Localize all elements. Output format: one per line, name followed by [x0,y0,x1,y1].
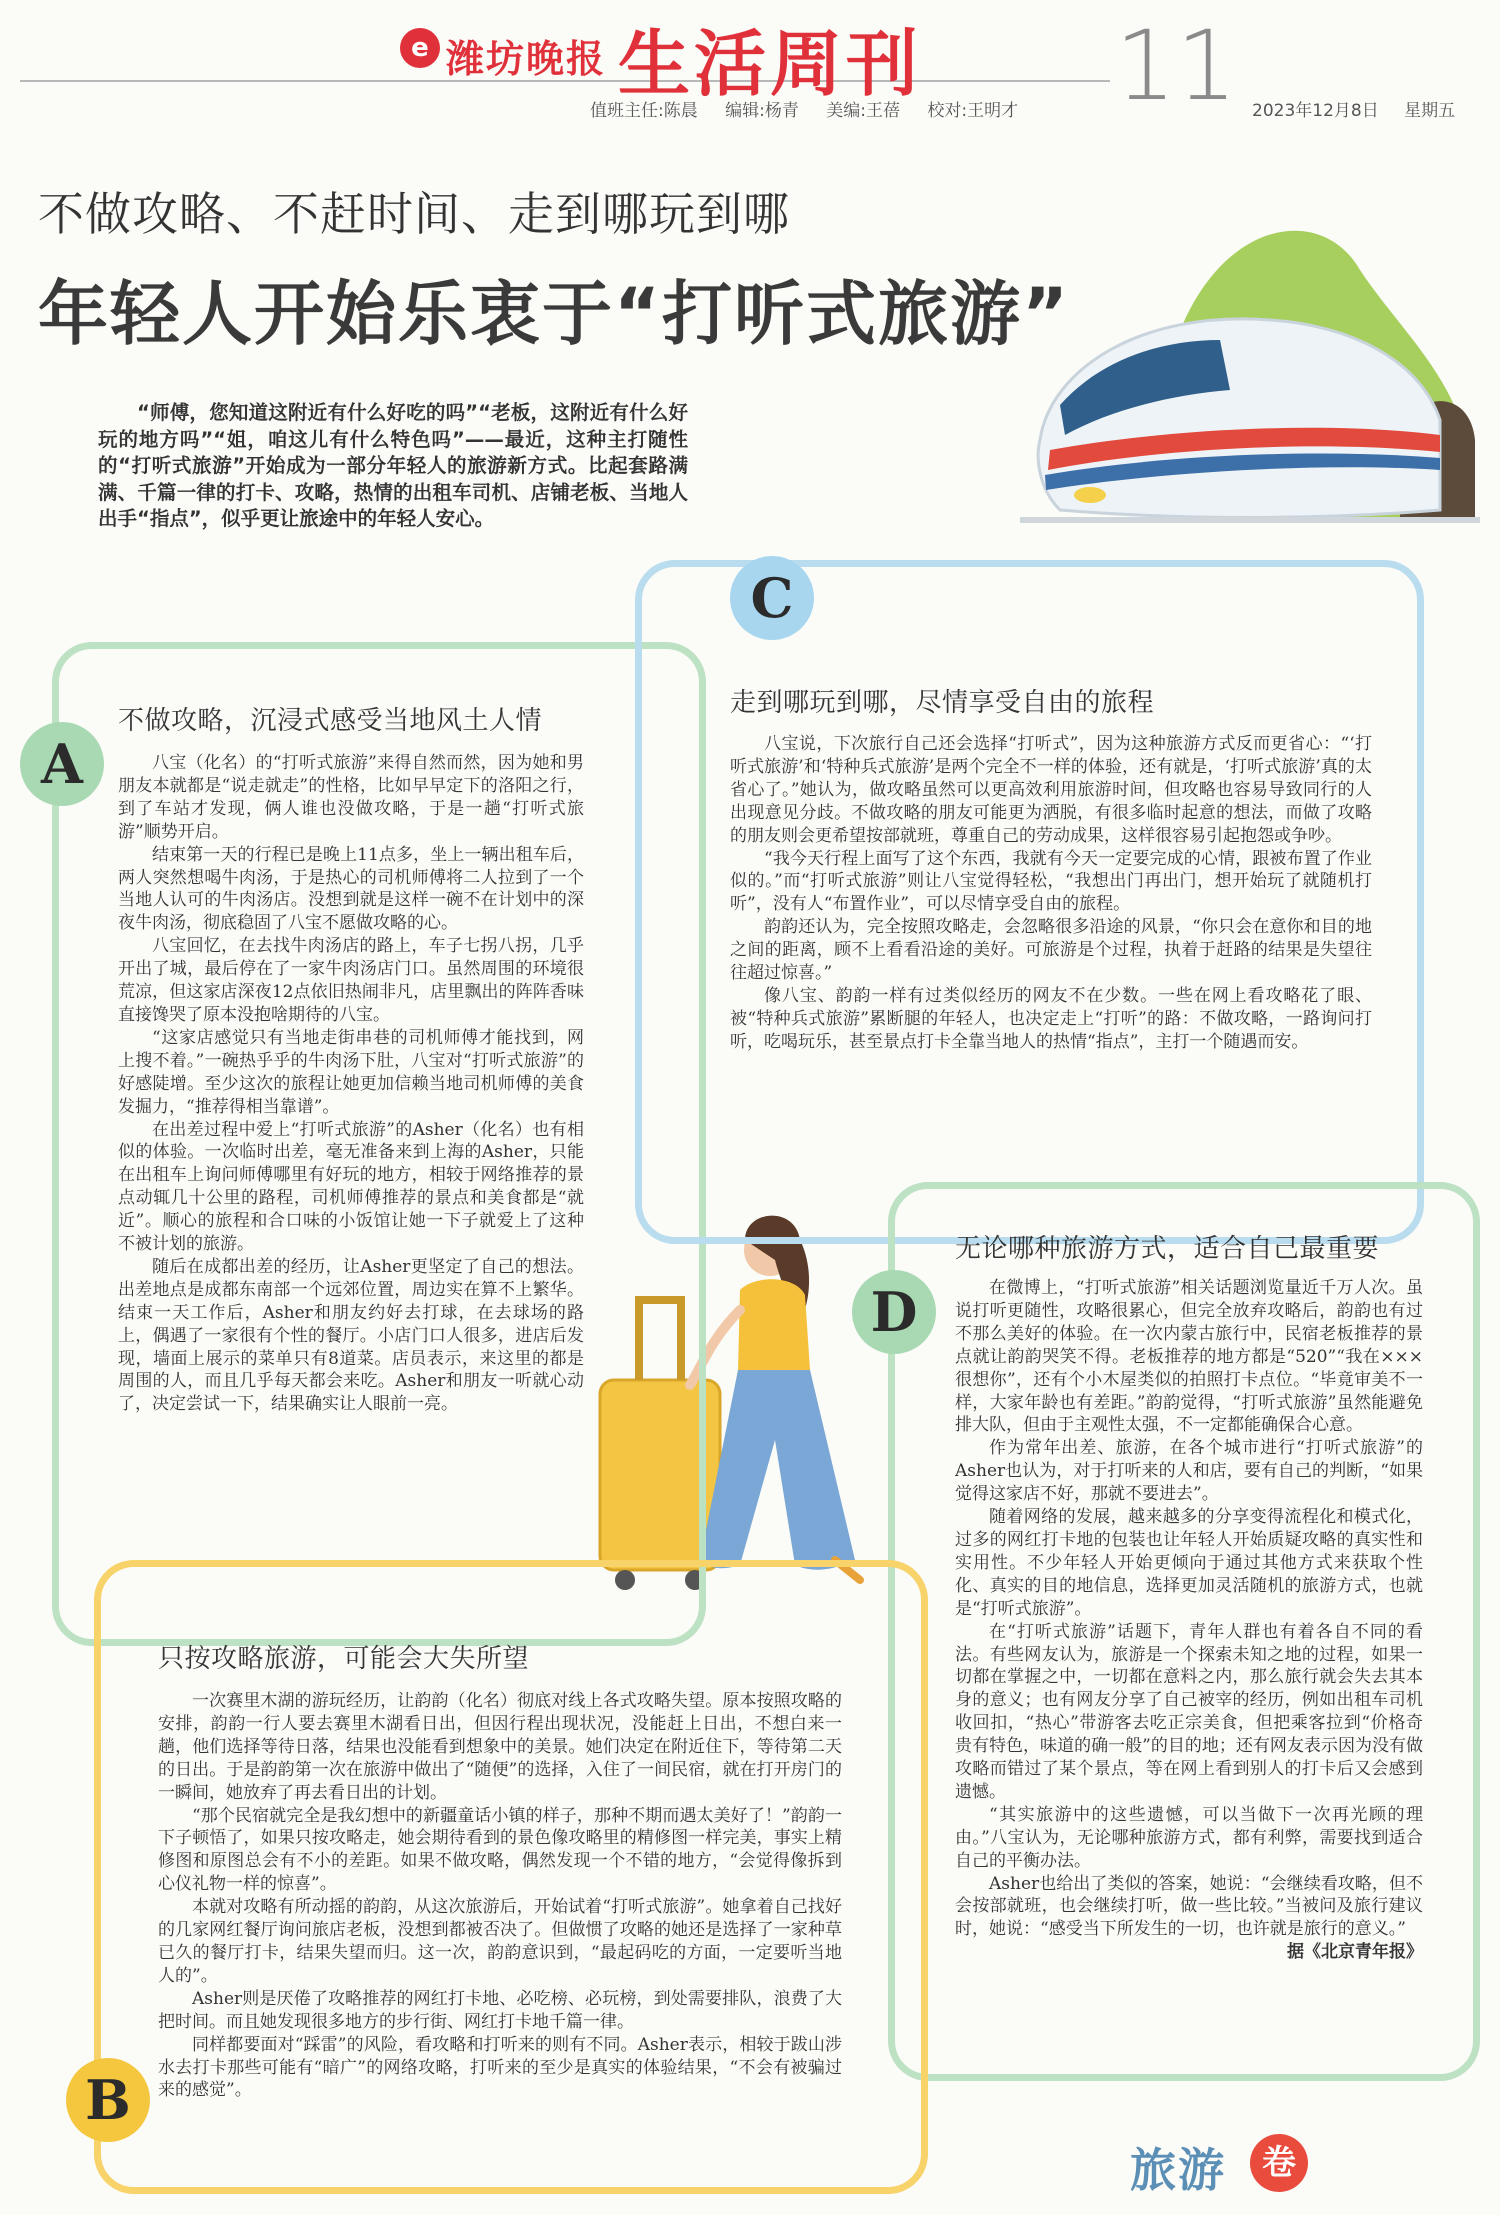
section-b-paragraph: 同样都要面对“踩雷”的风险，看攻略和打听来的则有不同。Asher表示，相较于跋山涉水去打卡那些可能有“暗广”的网络攻略，打听来的至少是真实的体验结果，“不会有被骗过来的感觉”。 [158,2034,842,2101]
article-lead: “师傅，您知道这附近有什么好吃的吗”“老板，这附近有什么好玩的地方吗”“姐，咱这儿有什么特色吗”——最近，这种主打随性的“打听式旅游”开始成为一部分年轻人的旅游新方式。比起套路满满、千篇一律的打卡、攻略，热情的出租车司机、店铺老板、当地人出手“指点”，似乎更让旅途中的年轻人安心。 [98,401,688,530]
column-mark-icon: 卷 [1250,2134,1308,2192]
section-d-paragraph: 在微博上，“打听式旅游”相关话题浏览量近千万人次。虽说打听更随性，攻略很累心，但完全放弃攻略后，韵韵也有过不那么美好的体验。在一次内蒙古旅行中，民宿老板推荐的景点就让韵韵哭笑不得。老板推荐的地方都是“520”“我在×××很想你”，还有个小木屋类似的拍照打卡点位。“毕竟审美不一样，大家年龄也有差距。”韵韵觉得，“打听式旅游”虽然能避免排大队，但由于主观性太强，不一定都能确保合心意。 [955,1278,1423,1436]
section-b-paragraph: 一次赛里木湖的游玩经历，让韵韵（化名）彻底对线上各式攻略失望。原本按照攻略的安排，韵韵一行人要去赛里木湖看日出，但因行程出现状况，没能赶上日出，不想白来一趟，他们选择等待日落，结果也没能看到想象中的美景。她们决定在附近住下，等待第二天的日出。于是韵韵第一次在旅游中做出了“随便”的选择，入住了一间民宿，就在打开房门的一瞬间，她放弃了再去看日出的计划。 [158,1691,842,1803]
section-a-title: 不做攻略，沉浸式感受当地风土人情 [118,706,543,736]
section-a-paragraph: 八宝回忆，在去找牛肉汤店的路上，车子七拐八拐，几乎开出了城，最后停在了一家牛肉汤店门口。虽然周围的环境很荒凉，但这家店深夜12点依旧热闹非凡，店里飘出的阵阵香味直接馋哭了原本没抱啥期待的八宝。 [118,936,584,1025]
section-c-paragraph: 韵韵还认为，完全按照攻略走，会忽略很多沿途的风景，“你只会在意你和目的地之间的距离，顾不上看看沿途的美好。可旅游是个过程，执着于赶路的结果是失望往往超过惊喜。” [730,917,1372,984]
section-b-paragraph: “那个民宿就完全是我幻想中的新疆童话小镇的样子，那种不期而遇太美好了！”韵韵一下子顿悟了，如果只按攻略走，她会期待看到的景色像攻略里的精修图一样完美，事实上精修图和原图总会有不小的差距。如果不做攻略，偶然发现一个不错的地方，“会觉得像拆到心仪礼物一样的惊喜”。 [158,1805,842,1895]
section-a-paragraph: 结束第一天的行程已是晚上11点多，坐上一辆出租车后，两人突然想喝牛肉汤，于是热心的司机师傅将二人拉到了一个当地人认可的牛肉汤店。没想到就是这样一碗不在计划中的深夜牛肉汤，彻底稳固了八宝不愿做攻略的心。 [118,844,584,934]
section-d-title: 无论哪种旅游方式，适合自己最重要 [955,1234,1380,1264]
section-c-paragraph: 像八宝、韵韵一样有过类似经历的网友不在少数。一些在网上看攻略花了眼、被“特种兵式旅游”累断腿的年轻人，也决定走上“打听”的路：不做攻略，一路询问打听，吃喝玩乐，甚至景点打卡全靠当地人的热情“指点”，主打一个随遇而安。 [730,985,1372,1052]
staff-editor: 编辑:杨青 [725,101,799,121]
section-c-title: 走到哪玩到哪，尽情享受自由的旅程 [730,688,1155,718]
section-b-title: 只按攻略旅游，可能会大失所望 [158,1644,530,1674]
section-d-paragraph: 在“打听式旅游”话题下，青年人群也有着各自不同的看法。有些网友认为，旅游是一个探索未知之地的过程，如果一切都在掌握之中，一切都在意料之内，那么旅行就会失去其本身的意义；也有网友分享了自己被宰的经历，例如出租车司机收回扣，“热心”带游客去吃正宗美食，但把乘客拉到“价格奇贵有特色，味道的确一般”的目的地；还有网友表示因为没有做攻略而错过了某个景点，等在网上看到别人的打卡后又会感到遗憾。 [955,1621,1423,1802]
column-label: 旅游 [1130,2143,1226,2197]
section-c-paragraph: 八宝说，下次旅行自己还会选择“打听式”，因为这种旅游方式反而更省心：“‘打听式旅游’和‘特种兵式旅游’是两个完全不一样的体验，还有就是，‘打听式旅游’真的太省心了。”她认为，做攻略虽然可以更高效利用旅游时间，但攻略也容易导致同行的人出现意见分歧。不做攻略的朋友可能更为洒脱，有很多临时起意的想法，而做了攻略的朋友则会更希望按部就班，尊重自己的劳动成果，这样很容易引起抱怨或争吵。 [730,734,1372,846]
section-a-paragraph: 八宝（化名）的“打听式旅游”来得自然而然，因为她和男朋友本就都是“说走就走”的性格，比如早早定下的洛阳之行，到了车站才发现，俩人谁也没做攻略，于是一趟“打听式旅游”顺势开启。 [118,753,584,842]
staff-credits [590,96,1040,121]
train-illustration [1020,190,1480,600]
train-headlight-shape [1074,487,1106,503]
newspaper-name: 潍坊晚报 [446,37,607,81]
section-b-body [158,1690,842,2102]
issue-date-text: 2023年12月8日 [1252,101,1379,121]
newspaper-logo-icon: e [400,28,440,68]
section-a-badge: A [20,722,104,806]
section-c-badge: C [730,556,814,640]
section-c-paragraph: “我今天行程上面写了这个东西，我就有今天一定要完成的心情，跟被布置了作业似的。”而“打听式旅游”则让八宝觉得轻松，“我想出门再出门，想开始玩了就随机打听”，没有人“布置作业”，可以尽情享受自由的旅程。 [730,848,1372,915]
article-headline: 年轻人开始乐衷于“打听式旅游” [38,273,1071,355]
section-d-paragraph: 随着网络的发展，越来越多的分享变得流程化和模式化，过多的网红打卡地的包装也让年轻人开始质疑攻略的真实性和实用性。不少年轻人开始更倾向于通过其他方式来获取个性化、真实的目的地信息，选择更加灵活随机的旅游方式，也就是“打听式旅游”。 [955,1507,1423,1619]
section-a-body [118,752,584,1416]
page-number: 11 [1115,10,1238,122]
staff-designer: 美编:王蓓 [826,101,901,121]
section-d-body [955,1277,1423,1964]
section-a-paragraph: “这家店感觉只有当地走街串巷的司机师傅才能找到，网上搜不着。”一碗热乎乎的牛肉汤下肚，八宝对“打听式旅游”的好感陡增。至少这次的旅程让她更加信赖当地司机师傅的美食发掘力，“推荐得相当靠谱”。 [118,1027,584,1117]
section-d-paragraph: “其实旅游中的这些遗憾，可以当做下一次再光顾的理由。”八宝认为，无论哪种旅游方式，都有利弊，需要找到适合自己的平衡办法。 [955,1804,1423,1871]
article-source [955,1941,1423,1964]
section-b-paragraph: Asher则是厌倦了攻略推荐的网红打卡地、必吃榜、必玩榜，到处需要排队，浪费了大把时间。而且她发现很多地方的步行街、网红打卡地千篇一律。 [158,1988,842,2032]
section-name: 生活周刊 [618,21,923,106]
section-a-paragraph: 在出差过程中爱上“打听式旅游”的Asher（化名）也有相似的体验。一次临时出差，毫无准备来到上海的Asher，只能在出租车上询问师傅哪里有好玩的地方，相较于网络推荐的景点动辄几十公里的路程，司机师傅推荐的景点和美食都是“就近”。顺心的旅程和合口味的小饭馆让她一下子就爱上了这种不被计划的旅游。 [118,1119,584,1255]
section-c-body [730,733,1372,1054]
article-subtitle: 不做攻略、不赶时间、走到哪玩到哪 [38,187,790,241]
issue-date [1252,96,1475,121]
section-a-paragraph: 随后在成都出差的经历，让Asher更坚定了自己的想法。出差地点是成都东南部一个远郊位置，周边实在算不上繁华。结束一天工作后，Asher和朋友约好去打球，在去球场的路上，偶遇了一家很有个性的餐厅。小店门口人很多，进店后发现，墙面上展示的菜单只有8道菜。店员表示，来这里的都是周围的人，而且几乎每天都会来吃。Asher和朋友一听就心动了，决定尝试一下，结果确实让人眼前一亮。 [118,1256,584,1415]
traveler-shirt-shape [738,1279,810,1370]
issue-weekday: 星期五 [1404,101,1456,121]
traveler-trousers-shape [700,1370,855,1570]
section-b-paragraph: 本就对攻略有所动摇的韵韵，从这次旅游后，开始试着“打听式旅游”。她拿着自己找好的几家网红餐厅询问旅店老板，没想到都被否决了。但做惯了攻略的她还是选择了一家种草已久的餐厅打卡，结果失望而归。这一次，韵韵意识到，“最起码吃的方面，一定要听当地人的”。 [158,1897,842,1986]
section-d-paragraph: 作为常年出差、旅游，在各个城市进行“打听式旅游”的Asher也认为，对于打听来的人和店，要有自己的判断，“如果觉得这家店不好，那就不要进去”。 [955,1438,1423,1505]
staff-proofreader: 校对:王明才 [927,101,1019,121]
article-source-text: 据《北京青年报》 [1287,1942,1423,1963]
staff-editor-on-duty: 值班主任:陈晨 [590,101,698,121]
section-b-badge: B [66,2058,150,2142]
section-d-badge: D [852,1270,936,1354]
section-d-paragraph: Asher也给出了类似的答案，她说：“会继续看攻略，但不会按部就班，也会继续打听，做一些比较。”当被问及旅行建议时，她说：“感受当下所发生的一切，也许就是旅行的意义。” [955,1873,1423,1940]
